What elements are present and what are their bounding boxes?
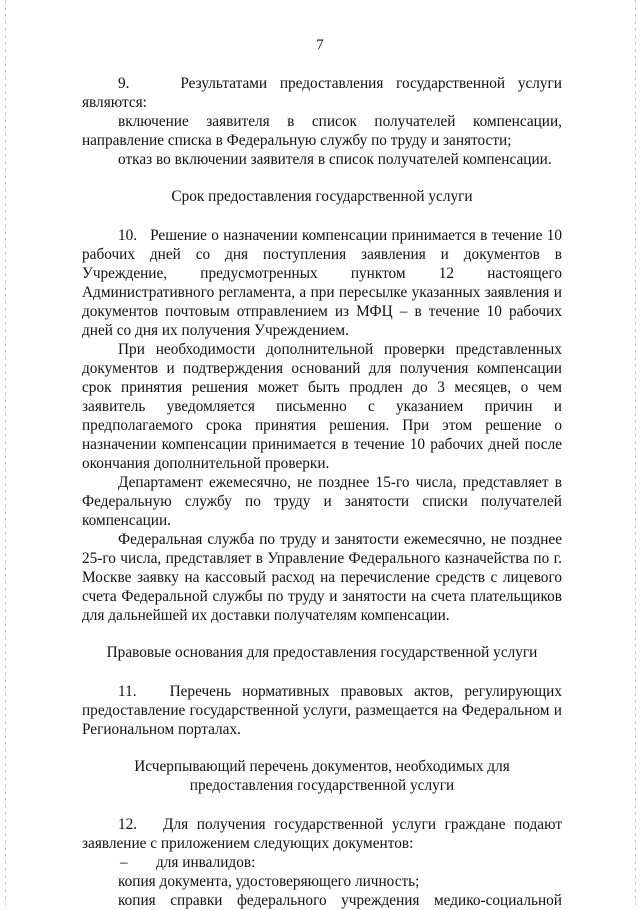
paragraph-10-c: Департамент ежемесячно, не позднее 15-го числа, представляет в Федеральную службу по труду и занятости списки получателей компенсации. xyxy=(82,474,562,529)
paragraph-10-d: Федеральная служба по труду и занятости ежемесячно, не позднее 25-го числа, представляет в Управление Федерального казначейства по г. Москве заявку на кассовый расход на перечисление средств с лицевого счета Федеральной службы по труду и занятости на счета плательщиков для дальнейшей их доставки получателям компенсации. xyxy=(82,531,562,624)
list-dash: – xyxy=(120,854,128,871)
section-heading-documents: Исчерпывающий перечень документов, необходимых для предоставления государственной услуги xyxy=(134,758,510,794)
right-page-edge xyxy=(635,0,636,905)
paragraph-10-b: При необходимости дополнительной проверки представленных документов и подтверждения оснований для получения компенсации срок принятия решения может быть продлен до 3 месяцев, о чем заявитель уведомляется письменно с указанием причин и предполагаемого срока принятия решения. При этом решение о назначении компенсации принимается в течение 10 рабочих дней после окончания дополнительной проверки. xyxy=(82,341,562,472)
paragraph-10-a: 10. Решение о назначении компенсации принимается в течение 10 рабочих дней со дня поступления заявления и документов в Учреждение, предусмотренных пунктом 12 настоящего Административного регламента, а при пересылке указанных заявления и документов почтовым отправлением из МФЦ – в течение 10 рабочих дней со дня их получения Учреждением. xyxy=(82,227,562,339)
section-heading-term: Срок предоставления государственной услуги xyxy=(171,188,473,205)
paragraph-9-item-1: включение заявителя в список получателей компенсации, направление списка в Федеральную службу по труду и занятости; xyxy=(82,113,562,149)
paragraph-11: 11. Перечень нормативных правовых актов, регулирующих предоставление государственной услуги, размещается на Федеральном и Региональном порталах. xyxy=(82,683,562,738)
left-page-edge xyxy=(5,0,6,905)
list-item-text: для инвалидов: xyxy=(156,854,256,871)
document-body xyxy=(82,74,562,910)
paragraph-9-intro: 9. Результатами предоставления государственной услуги являются: xyxy=(82,75,562,111)
page-number: 7 xyxy=(316,37,324,53)
paragraph-12-item-1: копия документа, удостоверяющего личность; xyxy=(118,873,420,890)
list-item xyxy=(82,853,562,872)
paragraph-9-item-2: отказ во включении заявителя в список получателей компенсации. xyxy=(118,151,552,168)
paragraph-12-intro: 12. Для получения государственной услуги граждане подают заявление с приложением следующих документов: xyxy=(82,816,562,852)
paragraph-12-item-2: копия справки федерального учреждения медико-социальной xyxy=(118,892,562,909)
section-heading-legal: Правовые основания для предоставления государственной услуги xyxy=(106,644,538,661)
